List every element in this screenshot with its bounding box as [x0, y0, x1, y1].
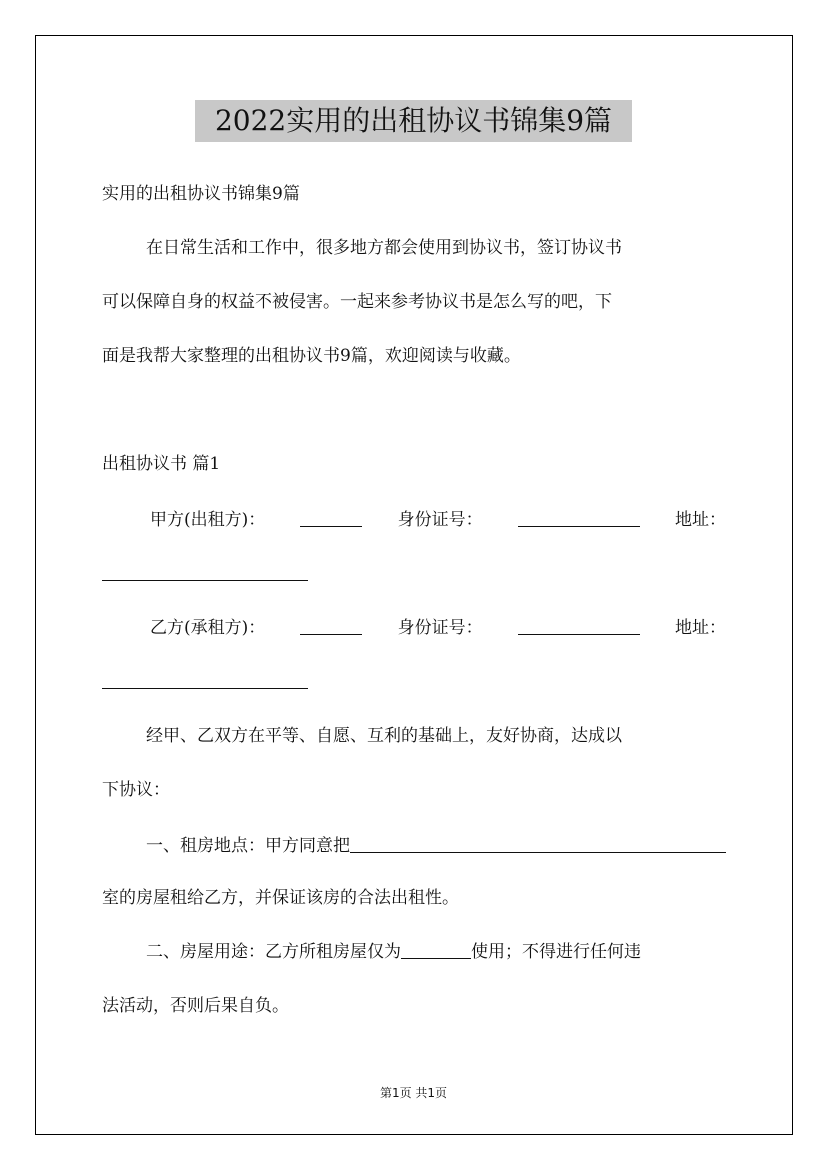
intro-line-1: 在日常生活和工作中，很多地方都会使用到协议书，签订协议书	[146, 238, 622, 258]
party-b-id-label: 身份证号：	[397, 618, 483, 638]
party-a-addr-blank	[102, 562, 308, 581]
clause-2-blank	[401, 940, 471, 959]
party-b-addr-label: 地址：	[674, 618, 726, 638]
party-a-addr-label: 地址：	[674, 510, 726, 530]
party-b-label: 乙方(承租方)：	[150, 618, 266, 638]
agreement-line-2: 下协议：	[102, 780, 170, 800]
clause-1-cont: 室的房屋租给乙方，并保证该房的合法出租性。	[102, 888, 459, 908]
party-b-addr-blank	[102, 670, 308, 689]
clause-1-blank	[350, 834, 726, 853]
party-b-id-blank	[518, 616, 640, 635]
clause-2-row	[146, 940, 726, 964]
page-footer: 第1页 共1页	[379, 1086, 448, 1100]
document-title: 2022实用的出租协议书锦集9篇	[195, 100, 632, 142]
agreement-line-1: 经甲、乙双方在平等、自愿、互利的基础上，友好协商，达成以	[146, 726, 622, 746]
party-a-name-blank	[300, 508, 362, 527]
clause-2-cont: 法活动，否则后果自负。	[102, 996, 289, 1016]
party-a-id-blank	[518, 508, 640, 527]
clause-1-row	[146, 834, 726, 858]
party-a-row	[150, 508, 726, 532]
party-b-name-blank	[300, 616, 362, 635]
party-b-row	[150, 616, 726, 640]
party-b-addr-row	[102, 670, 726, 696]
party-a-label: 甲方(出租方)：	[150, 510, 266, 530]
clause-1-prefix: 一、租房地点：甲方同意把	[146, 836, 350, 856]
subtitle: 实用的出租协议书锦集9篇	[102, 184, 300, 204]
party-a-id-label: 身份证号：	[397, 510, 483, 530]
clause-2-suffix: 使用；不得进行任何违	[471, 942, 641, 962]
section-heading: 出租协议书 篇1	[102, 454, 221, 474]
party-a-addr-row	[102, 562, 726, 588]
clause-2-prefix: 二、房屋用途：乙方所租房屋仅为	[146, 942, 401, 962]
intro-line-2: 可以保障自身的权益不被侵害。一起来参考协议书是怎么写的吧，下	[102, 292, 612, 312]
intro-line-3: 面是我帮大家整理的出租协议书9篇，欢迎阅读与收藏。	[102, 346, 521, 366]
